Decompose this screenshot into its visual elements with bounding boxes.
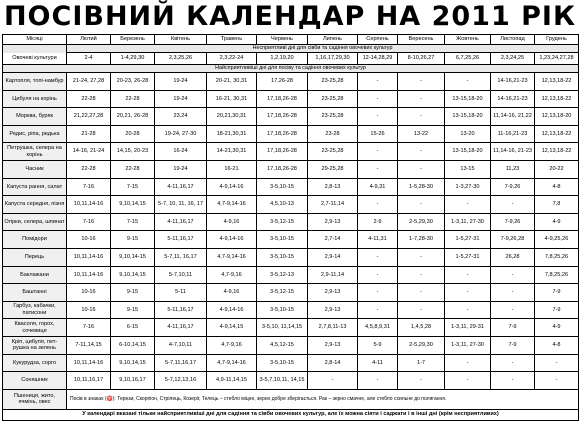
unfavorable-cell: 12-14,28,29 <box>358 53 398 65</box>
day-range-cell: 17,26-28 <box>257 73 308 91</box>
day-range-cell: - <box>445 266 491 284</box>
day-range-cell: 4,7-9,14-16 <box>207 196 257 214</box>
day-range-cell: 3-5,7,10,11, 14,15 <box>257 372 308 390</box>
day-range-cell: 16-21, 30,31 <box>207 90 257 108</box>
day-range-cell: 1-3,11, 29-31 <box>445 319 491 337</box>
day-range-cell: 1-3,11, 27-30 <box>445 336 491 354</box>
day-range-cell: - <box>398 372 445 390</box>
day-range-cell: - <box>445 73 491 91</box>
day-range-cell: - <box>445 372 491 390</box>
day-range-cell: 4-9,16 <box>207 284 257 302</box>
header-month: Вересень <box>398 35 445 45</box>
crop-name: Кукурудза, сорго <box>3 354 67 372</box>
day-range-cell: 29-25,28 <box>308 160 358 178</box>
day-range-cell: 17,18,26-28 <box>257 90 308 108</box>
day-range-cell: 20-21, 30,31 <box>207 73 257 91</box>
day-range-cell: 10,11,14-16 <box>67 354 111 372</box>
day-range-cell: 7-9 <box>535 301 579 319</box>
crop-name: Квасоля, горох, сочевиця <box>3 319 67 337</box>
day-range-cell: - <box>358 143 398 161</box>
day-range-cell: 22-28 <box>111 160 155 178</box>
day-range-cell: 4,9-11,14,15 <box>207 372 257 390</box>
day-range-cell: 3-5,10-15 <box>257 178 308 196</box>
day-range-cell: 14-16, 21-24 <box>67 143 111 161</box>
day-range-cell: 9,10,14-15 <box>111 248 155 266</box>
unfavorable-cell: 1,23,24,27,28 <box>535 53 579 65</box>
day-range-cell: 4-11,31 <box>358 231 398 249</box>
day-range-cell: - <box>398 108 445 126</box>
crop-name: Гарбуз, кабачки, патисони <box>3 301 67 319</box>
page-title: ПОСІВНИЙ КАЛЕНДАР НА 2011 РІК <box>3 1 577 32</box>
day-range-cell: - <box>358 73 398 91</box>
day-range-cell: 7-15 <box>111 213 155 231</box>
header-month: Березень <box>111 35 155 45</box>
unfavorable-cell: 1,2,19,20 <box>257 53 308 65</box>
unfavorable-cell: 2,3,24,25 <box>491 53 535 65</box>
day-range-cell: - <box>358 196 398 214</box>
day-range-cell: 11-16,21-23 <box>491 125 535 143</box>
day-range-cell: 4-9,16 <box>207 213 257 231</box>
day-range-cell: 4-11,16,17 <box>155 213 207 231</box>
day-range-cell: 4,7-9,14-16 <box>207 354 257 372</box>
crop-name: Картопля, топі-намбур <box>3 73 67 91</box>
day-range-cell: - <box>535 372 579 390</box>
day-range-cell: 2,9-13 <box>308 336 358 354</box>
day-range-cell: 14-21,30,31 <box>207 143 257 161</box>
day-range-cell: 10-16 <box>67 301 111 319</box>
day-range-cell: 7-9,26 <box>491 178 535 196</box>
day-range-cell: 4,5,12-15 <box>257 336 308 354</box>
day-range-cell: - <box>308 372 358 390</box>
day-range-cell: 3-5,10, 11,14,15 <box>257 319 308 337</box>
cereals-note: Посів в знаках (♈): Терези, Скорпіон, Стрілець, Козеріг, Телець – стебло міцне, зерно добре зберігається. Рак – зерно смачне, але стебло схильне до полягання. <box>67 389 579 409</box>
day-range-cell: 4-8 <box>535 178 579 196</box>
day-range-cell: 3-5,12-15 <box>257 213 308 231</box>
header-month: Серпень <box>358 35 398 45</box>
day-range-cell: 11,14-16, 21,22 <box>491 108 535 126</box>
day-range-cell: 4-9,14-16 <box>207 178 257 196</box>
day-range-cell: 26,28 <box>491 248 535 266</box>
day-range-cell: 13-15,18-20 <box>445 108 491 126</box>
crop-name: Баштанні <box>3 284 67 302</box>
day-range-cell: - <box>398 90 445 108</box>
day-range-cell: 4,7-9,16 <box>207 336 257 354</box>
crop-row <box>3 231 579 249</box>
favorable-band-title: Найсприятливіші дні для посіву та садіння овочевих культур <box>3 65 579 73</box>
day-range-cell: 20-28 <box>111 125 155 143</box>
day-range-cell: - <box>398 284 445 302</box>
day-range-cell: 2,9-14 <box>308 248 358 266</box>
day-range-cell: 2,7-14 <box>308 231 358 249</box>
day-range-cell: 21-28 <box>67 125 111 143</box>
day-range-cell: 13-20 <box>445 125 491 143</box>
day-range-cell: - <box>491 266 535 284</box>
day-range-cell: 7-9 <box>491 336 535 354</box>
day-range-cell: 4,5,8,9,31 <box>358 319 398 337</box>
day-range-cell: 9,10,14,15 <box>111 354 155 372</box>
day-range-cell: 2-5,29,30 <box>398 213 445 231</box>
day-range-cell: 21-24, 27,28 <box>67 73 111 91</box>
unfavorable-cell: 1,16,17,29,30 <box>308 53 358 65</box>
day-range-cell: 1,4,5,28 <box>398 319 445 337</box>
day-range-cell: 12,13,18-22 <box>535 125 579 143</box>
crop-row <box>3 319 579 337</box>
day-range-cell: 3-5,12-13 <box>257 266 308 284</box>
day-range-cell: 3-5,10-15 <box>257 354 308 372</box>
unfavorable-cell: 2,3,22-24 <box>207 53 257 65</box>
day-range-cell: - <box>358 160 398 178</box>
day-range-cell: 19-24 <box>155 73 207 91</box>
day-range-cell: - <box>398 248 445 266</box>
day-range-cell: 12,13,18-20 <box>535 108 579 126</box>
unfavorable-row-label: Овочеві культури <box>3 53 67 65</box>
day-range-cell: 2-5,29,30 <box>398 336 445 354</box>
day-range-cell: 22-28 <box>67 160 111 178</box>
day-range-cell: 5-7,10,11 <box>155 266 207 284</box>
unfavorable-row <box>3 53 579 65</box>
crop-row <box>3 336 579 354</box>
day-range-cell: 4-9 <box>535 319 579 337</box>
unfavorable-cell: 2-4 <box>67 53 111 65</box>
day-range-cell: - <box>445 301 491 319</box>
day-range-cell: 1-5,28-30 <box>398 178 445 196</box>
cereals-row <box>3 389 579 409</box>
crop-row <box>3 213 579 231</box>
day-range-cell: 4-11,16,17 <box>155 319 207 337</box>
day-range-cell: - <box>358 301 398 319</box>
day-range-cell: 10-16 <box>67 231 111 249</box>
day-range-cell: 11,23 <box>491 160 535 178</box>
day-range-cell: 2-9 <box>358 213 398 231</box>
day-range-cell: 20-22 <box>535 160 579 178</box>
day-range-cell: 4,7-9,14-16 <box>207 248 257 266</box>
day-range-cell: - <box>445 284 491 302</box>
cereals-crop-label: Пшениця, жито, ячмінь, овес <box>3 389 67 409</box>
day-range-cell: 5-7,11,16,17 <box>155 354 207 372</box>
crop-name: Соняшник <box>3 372 67 390</box>
day-range-cell: 11,14-16, 21-23 <box>491 143 535 161</box>
unfavorable-cell: 2,3,25,26 <box>155 53 207 65</box>
day-range-cell: 16-24 <box>155 143 207 161</box>
day-range-cell: 7-9 <box>491 319 535 337</box>
day-range-cell: 23-28 <box>308 125 358 143</box>
day-range-cell: 23-25,28 <box>308 143 358 161</box>
day-range-cell: - <box>491 354 535 372</box>
day-range-cell: 2,7,8,11-13 <box>308 319 358 337</box>
crop-name: Кріп, цибуля, пет-рушка на зелень <box>3 336 67 354</box>
day-range-cell: 9-15 <box>111 284 155 302</box>
day-range-cell: 2,9-13 <box>308 213 358 231</box>
day-range-cell: 4-9,14-16 <box>207 231 257 249</box>
day-range-cell: 3-5,10-15 <box>257 301 308 319</box>
day-range-cell: - <box>445 196 491 214</box>
header-month: Квітень <box>155 35 207 45</box>
day-range-cell: 10,11,14-16 <box>67 248 111 266</box>
day-range-cell: 4,5,10-13 <box>257 196 308 214</box>
unfavorable-cell: 6,7,25,26 <box>445 53 491 65</box>
day-range-cell: 5-11,16,17 <box>155 231 207 249</box>
crop-row <box>3 266 579 284</box>
day-range-cell: 4-9,31 <box>358 178 398 196</box>
day-range-cell: 22-28 <box>67 90 111 108</box>
day-range-cell: 9,10,14,15 <box>111 196 155 214</box>
day-range-cell: 2,9-13 <box>308 284 358 302</box>
day-range-cell: 14,15, 20-23 <box>111 143 155 161</box>
unfavorable-cell: 1-4,29,30 <box>111 53 155 65</box>
day-range-cell: 20,21, 26-28 <box>111 108 155 126</box>
day-range-cell: - <box>398 73 445 91</box>
day-range-cell: 2,8-14 <box>308 354 358 372</box>
day-range-cell: 10,11,16,17 <box>67 372 111 390</box>
crop-name: Капуста рання, салат <box>3 178 67 196</box>
crop-row <box>3 160 579 178</box>
day-range-cell: - <box>491 284 535 302</box>
header-crop-column: Місяці <box>3 35 67 45</box>
day-range-cell: 23,24 <box>155 108 207 126</box>
day-range-cell: 12,13,18-22 <box>535 90 579 108</box>
day-range-cell: 4-11,16,17 <box>155 178 207 196</box>
crop-row <box>3 90 579 108</box>
day-range-cell: 22-28 <box>111 90 155 108</box>
day-range-cell: 7,8,25,26 <box>535 248 579 266</box>
crop-row <box>3 125 579 143</box>
day-range-cell: - <box>535 354 579 372</box>
crop-name: Перець <box>3 248 67 266</box>
day-range-cell: 7,8 <box>535 196 579 214</box>
day-range-cell: - <box>358 266 398 284</box>
day-range-cell: 12,13,18-22 <box>535 73 579 91</box>
day-range-cell: 5-7,12,13,16 <box>155 372 207 390</box>
crop-name: Цибуля на корінь <box>3 90 67 108</box>
day-range-cell: 1-3,11, 27-30 <box>445 213 491 231</box>
crop-name: Капуста середня, пізня <box>3 196 67 214</box>
header-month: Червень <box>257 35 308 45</box>
crop-row <box>3 372 579 390</box>
crop-name: Помідори <box>3 231 67 249</box>
day-range-cell: 14-16,21-23 <box>491 73 535 91</box>
day-range-cell: 13-15,18-20 <box>445 143 491 161</box>
day-range-cell: 4,7-9,16 <box>207 266 257 284</box>
crop-name: Часник <box>3 160 67 178</box>
day-range-cell: 23-25,28 <box>308 73 358 91</box>
day-range-cell: 5-9 <box>358 336 398 354</box>
crop-row <box>3 354 579 372</box>
day-range-cell: - <box>358 284 398 302</box>
day-range-cell: 2,9-13 <box>308 301 358 319</box>
crop-row <box>3 301 579 319</box>
day-range-cell: 13-15 <box>445 160 491 178</box>
footer-note: У календарі вказані тільки найсприятливіші дні для садіння та сівби овочевих культур, але їх можна сіяти і саджати і в інші дні (крім несприятливих) <box>3 409 579 420</box>
day-range-cell: 12,13,18-22 <box>535 143 579 161</box>
header-month: Лютий <box>67 35 111 45</box>
day-range-cell: 7,8,25,26 <box>535 266 579 284</box>
day-range-cell: 1-5,27-31 <box>445 231 491 249</box>
day-range-cell: 7-11,14,15 <box>67 336 111 354</box>
day-range-cell: 17,18,26-28 <box>257 125 308 143</box>
day-range-cell: 9-15 <box>111 231 155 249</box>
day-range-cell: 19-24, 27-30 <box>155 125 207 143</box>
unfavorable-band-title: Несприятливі дні для сівби та садіння овочевих культур <box>67 45 579 53</box>
day-range-cell: 20-23, 26-28 <box>111 73 155 91</box>
crop-row <box>3 73 579 91</box>
day-range-cell: 5-11 <box>155 284 207 302</box>
crop-row <box>3 178 579 196</box>
day-range-cell: - <box>398 160 445 178</box>
header-month: Травень <box>207 35 257 45</box>
day-range-cell: 21,22,27,28 <box>67 108 111 126</box>
footer-row <box>3 409 579 420</box>
crop-row <box>3 196 579 214</box>
header-month: Листопад <box>491 35 535 45</box>
day-range-cell: 4-9,14,15 <box>207 319 257 337</box>
day-range-cell: 4-9,14-16 <box>207 301 257 319</box>
day-range-cell: 14-16,21-23 <box>491 90 535 108</box>
day-range-cell: 13-22 <box>398 125 445 143</box>
header-month: Липень <box>308 35 358 45</box>
day-range-cell: 4-8 <box>535 336 579 354</box>
day-range-cell: 7-9 <box>535 284 579 302</box>
crop-name: Петрушка, селера на корінь <box>3 143 67 161</box>
day-range-cell: - <box>491 372 535 390</box>
day-range-cell: 7-16 <box>67 213 111 231</box>
day-range-cell: 2,8-13 <box>308 178 358 196</box>
day-range-cell: 18-21,30,31 <box>207 125 257 143</box>
day-range-cell: 1-5,27-31 <box>445 248 491 266</box>
day-range-cell: 7-16 <box>67 319 111 337</box>
day-range-cell: 4-9,25,26 <box>535 231 579 249</box>
day-range-cell: - <box>491 196 535 214</box>
day-range-cell: - <box>398 196 445 214</box>
crop-name: Баклажани <box>3 266 67 284</box>
day-range-cell: - <box>358 372 398 390</box>
header-month: Грудень <box>535 35 579 45</box>
day-range-cell: 1-7,28-30 <box>398 231 445 249</box>
day-range-cell: 23-25,28 <box>308 90 358 108</box>
day-range-cell: 10,11,14-16 <box>67 196 111 214</box>
day-range-cell: 1-7 <box>398 354 445 372</box>
day-range-cell: 9-15 <box>111 301 155 319</box>
day-range-cell: 2,9-11,14 <box>308 266 358 284</box>
day-range-cell: 3-5,12-15 <box>257 284 308 302</box>
day-range-cell: 5-11,16,17 <box>155 301 207 319</box>
day-range-cell: - <box>491 301 535 319</box>
day-range-cell: 5-7, 10, 11, 16, 17 <box>155 196 207 214</box>
favorable-band-row <box>3 65 579 73</box>
day-range-cell: 4-9 <box>535 213 579 231</box>
day-range-cell: 7-16 <box>67 178 111 196</box>
day-range-cell: - <box>398 143 445 161</box>
day-range-cell: 3-5,10-15 <box>257 231 308 249</box>
crop-row <box>3 143 579 161</box>
crop-name: Морква, буряк <box>3 108 67 126</box>
day-range-cell: 20,21,30,31 <box>207 108 257 126</box>
day-range-cell: - <box>358 90 398 108</box>
day-range-cell: 10,11,14-16 <box>67 266 111 284</box>
calendar-table <box>2 34 579 421</box>
blank-cell <box>3 45 67 53</box>
day-range-cell: 17,18,26-28 <box>257 143 308 161</box>
day-range-cell: - <box>358 108 398 126</box>
day-range-cell: 2,7-11,14 <box>308 196 358 214</box>
unfavorable-cell: 8-10,26,27 <box>398 53 445 65</box>
crop-row <box>3 248 579 266</box>
day-range-cell: 7-9,26 <box>491 213 535 231</box>
day-range-cell: 5-7,11, 16,17 <box>155 248 207 266</box>
day-range-cell: 4-11 <box>358 354 398 372</box>
header-row <box>3 35 579 45</box>
crop-row <box>3 284 579 302</box>
day-range-cell: 15-26 <box>358 125 398 143</box>
day-range-cell: 23-25,28 <box>308 108 358 126</box>
day-range-cell: 9,10,14,15 <box>111 266 155 284</box>
day-range-cell: 19-24 <box>155 90 207 108</box>
crop-name: Огірки, селера, шпинат <box>3 213 67 231</box>
day-range-cell: 4-7,10,11 <box>155 336 207 354</box>
day-range-cell: 16-21 <box>207 160 257 178</box>
day-range-cell: 17,18,26-28 <box>257 108 308 126</box>
day-range-cell: 7-9,26,28 <box>491 231 535 249</box>
day-range-cell: - <box>398 301 445 319</box>
day-range-cell: 9,10,16,17 <box>111 372 155 390</box>
day-range-cell: 19-24 <box>155 160 207 178</box>
day-range-cell: 6-15 <box>111 319 155 337</box>
day-range-cell: 1-3,27-30 <box>445 178 491 196</box>
day-range-cell: 3-5,10-15 <box>257 248 308 266</box>
crop-name: Редис, ріпа, редька <box>3 125 67 143</box>
day-range-cell: 7-15 <box>111 178 155 196</box>
day-range-cell: - <box>445 354 491 372</box>
unfavorable-band-row <box>3 45 579 53</box>
header-month: Жовтень <box>445 35 491 45</box>
day-range-cell: 6-10,14,15 <box>111 336 155 354</box>
day-range-cell: - <box>358 248 398 266</box>
day-range-cell: 17,18,26-28 <box>257 160 308 178</box>
day-range-cell: - <box>398 266 445 284</box>
crop-row <box>3 108 579 126</box>
day-range-cell: 13-15,18-20 <box>445 90 491 108</box>
day-range-cell: 10-16 <box>67 284 111 302</box>
